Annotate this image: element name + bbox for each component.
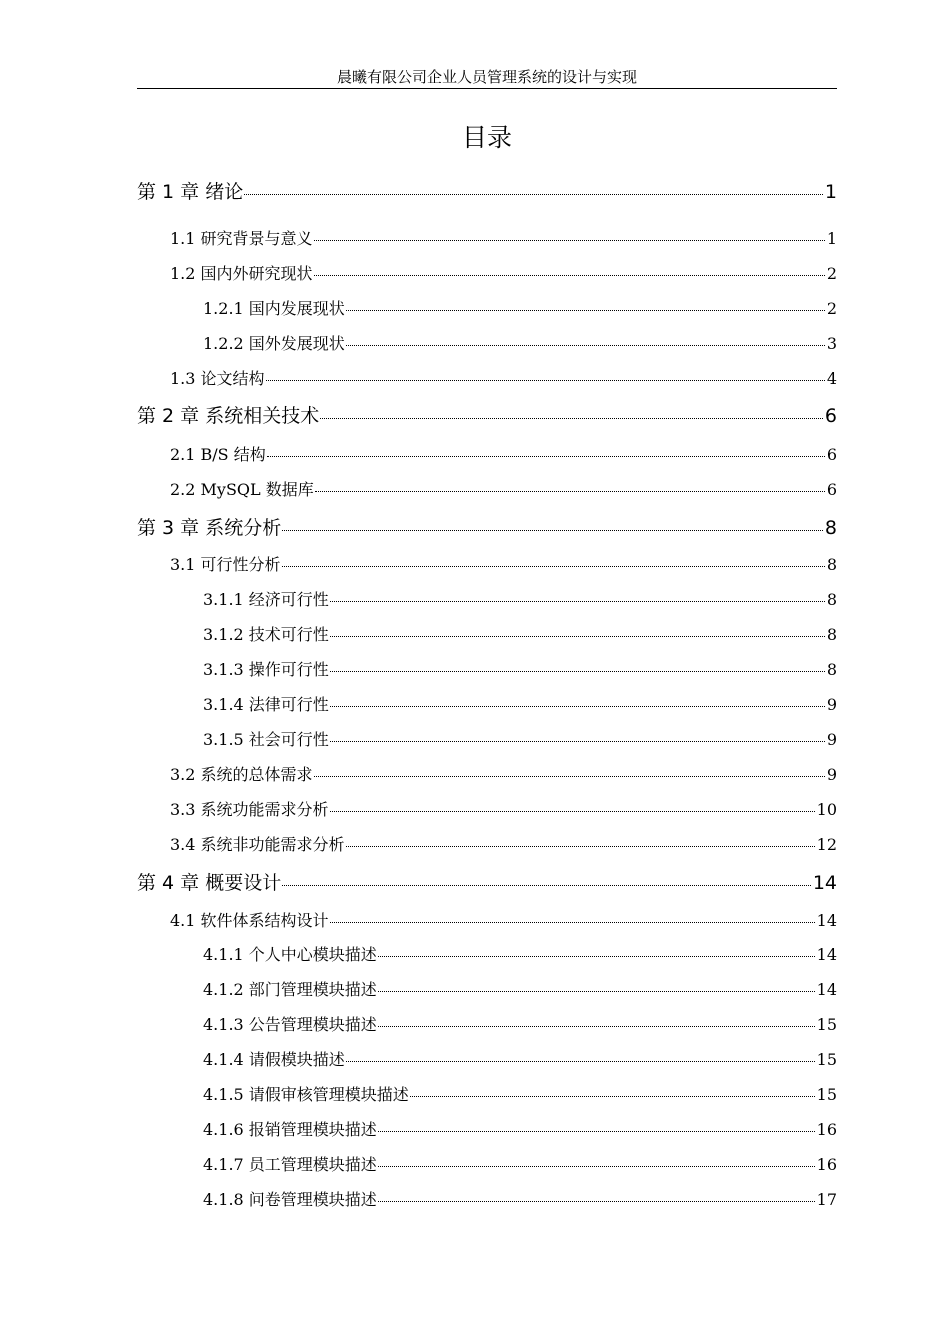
toc-entry-label: 4.1.7 员工管理模块描述 (203, 1155, 377, 1174)
toc-entry-label: 3.1.5 社会可行性 (203, 730, 329, 749)
dot-leader (378, 1131, 815, 1132)
toc-entry-page: 9 (826, 765, 837, 784)
dot-leader (346, 310, 825, 311)
toc-entry-page: 8 (826, 555, 837, 574)
dot-leader (330, 601, 825, 602)
toc-entry-page: 15 (816, 1015, 837, 1034)
toc-entry-page: 1 (824, 181, 837, 203)
toc-entry-4-1-5[interactable] (203, 1084, 837, 1106)
toc-entry-1-2-2[interactable] (203, 333, 837, 355)
toc-entry-page: 17 (816, 1190, 837, 1209)
toc-entry-chapter-1[interactable] (137, 179, 837, 205)
toc-entry-label: 1.1 研究背景与意义 (170, 229, 313, 248)
dot-leader (330, 671, 825, 672)
toc-entry-label: 1.2.2 国外发展现状 (203, 334, 345, 353)
toc-entry-page: 14 (816, 980, 837, 999)
dot-leader (330, 811, 815, 812)
dot-leader (315, 491, 825, 492)
toc-entry-label: 4.1.6 报销管理模块描述 (203, 1120, 377, 1139)
dot-leader (346, 345, 825, 346)
dot-leader (410, 1096, 815, 1097)
toc-entry-label: 4.1.8 问卷管理模块描述 (203, 1190, 377, 1209)
dot-leader (314, 240, 825, 241)
toc-entry-label: 4.1.4 请假模块描述 (203, 1050, 345, 1069)
toc-entry-label: 4.1.2 部门管理模块描述 (203, 980, 377, 999)
toc-entry-3-4[interactable] (170, 834, 837, 856)
toc-entry-label: 第 4 章 概要设计 (137, 872, 282, 894)
toc-entry-3-2[interactable] (170, 764, 837, 786)
toc-entry-label: 1.3 论文结构 (170, 369, 265, 388)
dot-leader (244, 194, 823, 195)
toc-entry-4-1-2[interactable] (203, 979, 837, 1001)
toc-entry-4-1-4[interactable] (203, 1049, 837, 1071)
toc-entry-page: 6 (826, 480, 837, 499)
toc-entry-page: 4 (826, 369, 837, 388)
toc-entry-4-1-7[interactable] (203, 1154, 837, 1176)
dot-leader (378, 1166, 815, 1167)
toc-entry-label: 3.4 系统非功能需求分析 (170, 835, 345, 854)
dot-leader (378, 956, 815, 957)
toc-entry-4-1-3[interactable] (203, 1014, 837, 1036)
toc-entry-page: 9 (826, 695, 837, 714)
toc-entry-label: 3.1.2 技术可行性 (203, 625, 329, 644)
toc-entry-page: 14 (816, 945, 837, 964)
toc-entry-label: 3.1.3 操作可行性 (203, 660, 329, 679)
toc-entry-page: 14 (812, 872, 837, 894)
dot-leader (346, 1061, 815, 1062)
toc-entry-chapter-4[interactable] (137, 870, 837, 896)
toc-title: 目录 (461, 123, 512, 152)
toc-entry-page: 9 (826, 730, 837, 749)
toc-entry-label: 1.2.1 国内发展现状 (203, 299, 345, 318)
toc-entry-label: 3.1.4 法律可行性 (203, 695, 329, 714)
toc-entry-page: 16 (816, 1155, 837, 1174)
toc-entry-label: 1.2 国内外研究现状 (170, 264, 313, 283)
dot-leader (314, 776, 825, 777)
toc-entry-label: 3.2 系统的总体需求 (170, 765, 313, 784)
toc-entry-label: 4.1.3 公告管理模块描述 (203, 1015, 377, 1034)
toc-entry-4-1-6[interactable] (203, 1119, 837, 1141)
toc-entry-1-3[interactable] (170, 368, 837, 390)
toc-entry-label: 第 1 章 绪论 (137, 181, 244, 203)
toc-entry-label: 第 2 章 系统相关技术 (137, 405, 320, 427)
toc-entry-page: 15 (816, 1085, 837, 1104)
toc-entry-page: 1 (826, 229, 837, 248)
toc-entry-1-2-1[interactable] (203, 298, 837, 320)
dot-leader (267, 456, 825, 457)
dot-leader (282, 530, 823, 531)
toc-entry-2-2[interactable] (170, 479, 837, 501)
running-header: 晨曦有限公司企业人员管理系统的设计与实现 (336, 68, 637, 86)
toc-entry-chapter-2[interactable] (137, 403, 837, 429)
dot-leader (282, 566, 825, 567)
dot-leader (330, 706, 825, 707)
toc-entry-page: 8 (826, 660, 837, 679)
toc-entry-label: 4.1.1 个人中心模块描述 (203, 945, 377, 964)
toc-entry-page: 10 (816, 800, 837, 819)
toc-entry-3-1-5[interactable] (203, 729, 837, 751)
toc-entry-4-1-8[interactable] (203, 1189, 837, 1211)
toc-entry-page: 2 (826, 299, 837, 318)
toc-entry-label: 3.1.1 经济可行性 (203, 590, 329, 609)
dot-leader (346, 846, 815, 847)
dot-leader (378, 1201, 815, 1202)
toc-entry-page: 6 (824, 405, 837, 427)
toc-entry-3-3[interactable] (170, 799, 837, 821)
toc-entry-page: 16 (816, 1120, 837, 1139)
toc-entry-label: 第 3 章 系统分析 (137, 517, 282, 539)
toc-entry-label: 4.1 软件体系结构设计 (170, 911, 329, 930)
toc-entry-3-1-4[interactable] (203, 694, 837, 716)
dot-leader (330, 741, 825, 742)
toc-entry-page: 6 (826, 445, 837, 464)
toc-entry-page: 3 (826, 334, 837, 353)
toc-entry-page: 15 (816, 1050, 837, 1069)
toc-entry-page: 2 (826, 264, 837, 283)
dot-leader (282, 885, 811, 886)
toc-entry-3-1[interactable] (170, 554, 837, 576)
toc-entry-page: 8 (826, 590, 837, 609)
dot-leader (320, 418, 823, 419)
toc-entry-3-1-1[interactable] (203, 589, 837, 611)
toc-entry-label: 2.2 MySQL 数据库 (170, 480, 314, 499)
header-rule (137, 88, 837, 89)
toc-entry-2-1[interactable] (170, 444, 837, 466)
toc-entry-1-1[interactable] (170, 228, 837, 250)
toc-entry-chapter-3[interactable] (137, 515, 837, 541)
toc-entry-4-1[interactable] (170, 910, 837, 932)
toc-entry-page: 8 (826, 625, 837, 644)
toc-entry-label: 3.1 可行性分析 (170, 555, 281, 574)
toc-entry-label: 2.1 B/S 结构 (170, 445, 266, 464)
toc-entry-label: 4.1.5 请假审核管理模块描述 (203, 1085, 409, 1104)
toc-entry-3-1-2[interactable] (203, 624, 837, 646)
dot-leader (330, 636, 825, 637)
dot-leader (378, 1026, 815, 1027)
toc-entry-page: 8 (824, 517, 837, 539)
dot-leader (378, 991, 815, 992)
toc-entry-label: 3.3 系统功能需求分析 (170, 800, 329, 819)
dot-leader (266, 380, 825, 381)
dot-leader (314, 275, 825, 276)
dot-leader (330, 922, 815, 923)
toc-entry-page: 14 (816, 911, 837, 930)
toc-entry-page: 12 (816, 835, 837, 854)
toc-entry-3-1-3[interactable] (203, 659, 837, 681)
toc-entry-4-1-1[interactable] (203, 944, 837, 966)
toc-entry-1-2[interactable] (170, 263, 837, 285)
